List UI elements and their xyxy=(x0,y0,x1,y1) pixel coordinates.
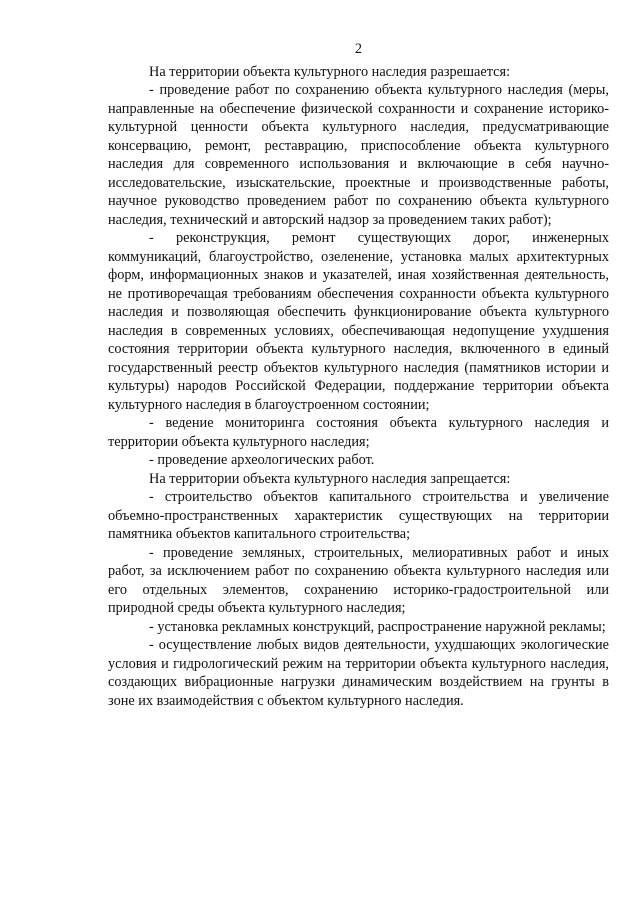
section-heading: На территории объекта культурного наследия запрещается: xyxy=(149,470,511,487)
list-item: - ведение мониторинга состояния объекта культурного наследия и территории объекта культурного наследия; xyxy=(108,415,609,450)
list-item: - проведение археологических работ. xyxy=(149,452,375,468)
list-item: - реконструкция, ремонт существующих дорог, инженерных коммуникаций, благоустройство, озеленение, установка малых архитектурных форм, информационных знаков и указателей, иная хозяйственная деятельность, не противоречащая требованиям обеспечения сохранности объекта культурного наследия и позволяющая обеспечить функционирование объекта культурного наследия в современных условиях, обеспечивающая недопущение ухудшения состояния территории объекта культурного наследия, включенного в единый государственный реестр объектов культурного наследия (памятников истории и культуры) народов Российской Федерации, поддержание территории объекта культурного наследия в благоустроенном состоянии; xyxy=(108,230,609,413)
page-number: 2 xyxy=(354,41,363,57)
document-body xyxy=(108,63,609,711)
list-item: - проведение работ по сохранению объекта культурного наследия (меры, направленные на обеспечение физической сохранности и сохранение историко-культурной ценности объекта культурного наследия, предусматривающие консервацию, ремонт, реставрацию, приспособление объекта культурного наследия для современного использования и включающие в себя научно-исследовательские, изыскательские, проектные и производственные работы, научное руководство проведением работ по сохранению объекта культурного наследия, технический и авторский надзор за проведением таких работ); xyxy=(108,82,609,228)
section-heading: На территории объекта культурного наследия разрешается: xyxy=(149,63,511,80)
list-item: - проведение земляных, строительных, мелиоративных работ и иных работ, за исключением работ по сохранению объекта культурного наследия или его отдельных элементов, сохранению историко-градостроительной или природной среды объекта культурного наследия; xyxy=(108,544,609,616)
list-item: - установка рекламных конструкций, распространение наружной рекламы; xyxy=(149,618,606,635)
list-item: - осуществление любых видов деятельности, ухудшающих экологические условия и гидрологический режим на территории объекта культурного наследия, создающих вибрационные нагрузки динамическим воздействием на грунты в зоне их взаимодействия с объектом культурного наследия. xyxy=(108,637,609,709)
list-item: - строительство объектов капитального строительства и увеличение объемно-пространственных характеристик существующих на территории памятника объектов капитального строительства; xyxy=(108,489,609,542)
